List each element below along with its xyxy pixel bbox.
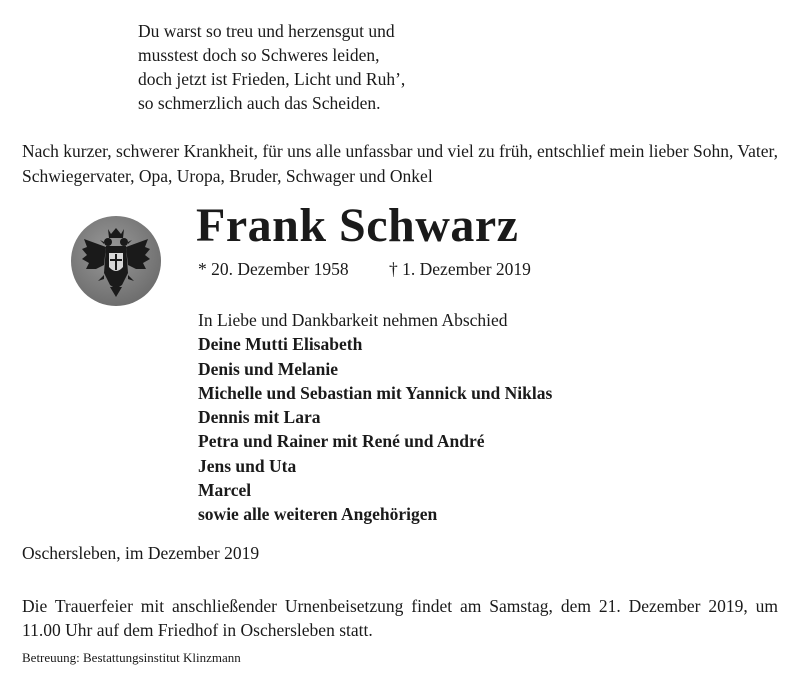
poem-line: Du warst so treu und herzensgut und (138, 21, 395, 41)
place-and-date: Oschersleben, im Dezember 2019 (22, 543, 260, 563)
poem-line: so schmerzlich auch das Scheiden. (138, 93, 381, 113)
mourner-entry: Denis und Melanie (198, 358, 339, 379)
mourners-list (198, 308, 552, 527)
undertaker-credit: Betreuung: Bestattungsinstitut Klinzmann (22, 650, 241, 665)
mourner-entry: Dennis mit Lara (198, 407, 321, 428)
mourner-entry: Petra und Rainer mit René und André (198, 431, 485, 452)
poem-line: musstest doch so Schweres leiden, (138, 45, 380, 65)
mourner-entry: Jens und Uta (198, 455, 297, 476)
funeral-service-info: Die Trauerfeier mit anschließender Urnenbeisetzung findet am Samstag, dem 21. Dezember 2019, um 11.00 Uhr auf dem Friedhof in Oschersleben statt. (22, 596, 778, 640)
poem-line: doch jetzt ist Frieden, Licht und Ruh’, (138, 69, 406, 89)
mourner-entry: sowie alle weiteren Angehörigen (198, 504, 438, 525)
birth-date: * 20. Dezember 1958 (198, 259, 349, 279)
death-date: † 1. Dezember 2019 (389, 259, 531, 279)
memorial-poem (138, 19, 405, 115)
deceased-name: Frank Schwarz (196, 199, 519, 252)
mourner-entry: Michelle und Sebastian mit Yannick und Niklas (198, 382, 553, 403)
mourners-lead: In Liebe und Dankbarkeit nehmen Abschied (198, 310, 508, 330)
life-dates (198, 259, 531, 280)
mourner-entry: Marcel (198, 480, 252, 501)
intro-text: Nach kurzer, schwerer Krankheit, für uns alle unfassbar und viel zu früh, entschlief mein lieber Sohn, Vater, Schwiegervater, Opa, Uropa, Bruder, Schwager und Onkel (22, 141, 778, 186)
mourner-entry: Deine Mutti Elisabeth (198, 334, 363, 355)
eagle-coat-of-arms-icon (70, 215, 162, 307)
